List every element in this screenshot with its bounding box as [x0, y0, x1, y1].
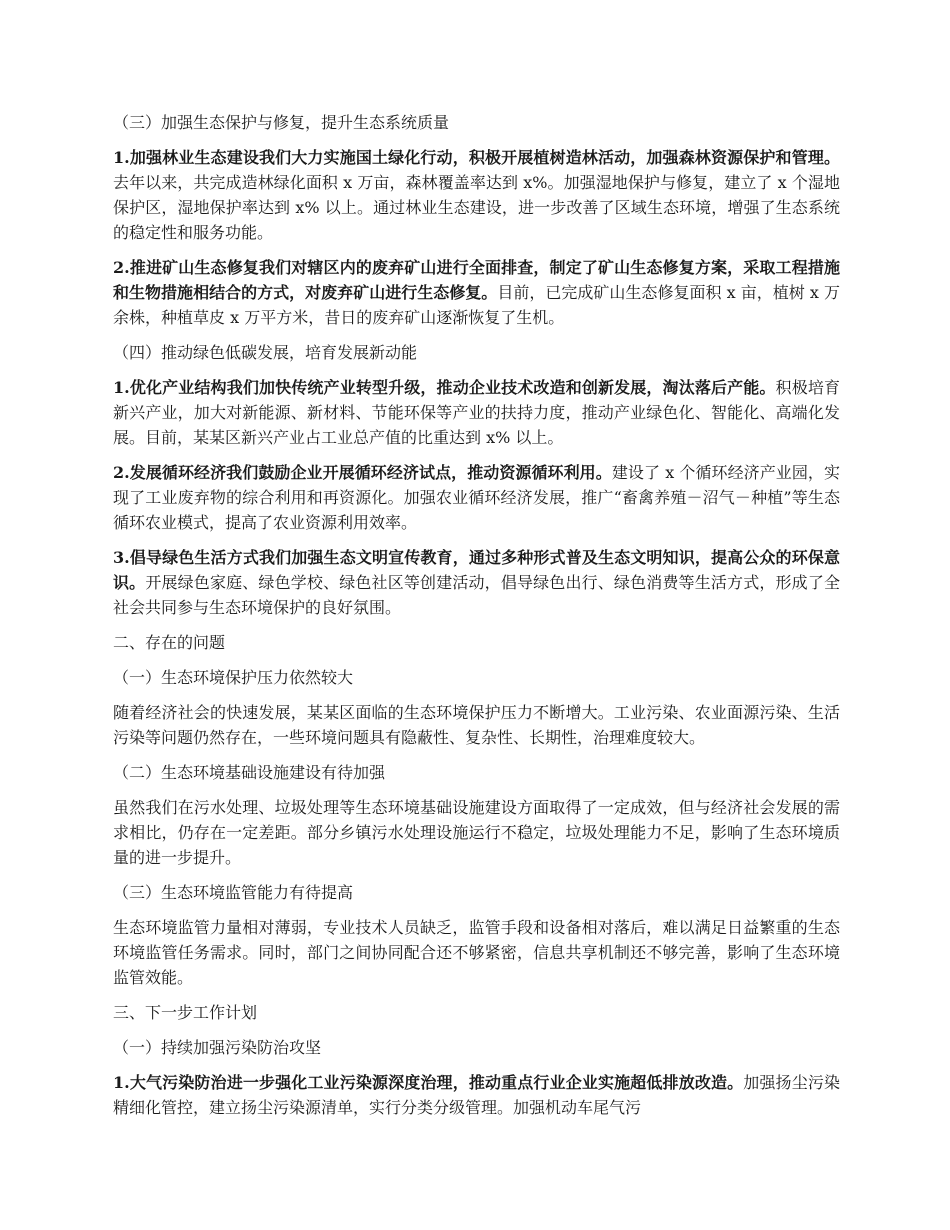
paragraph-green-lifestyle: [113, 545, 840, 620]
paragraph-infrastructure: [113, 795, 840, 870]
chapter-heading-problems: 二、存在的问题: [113, 633, 226, 652]
paragraph-body: 建设了 x 个循环经济产业园，实现了工业废弃物的综合利用和再资源化。加强农业循环经济发展，推广“畜禽养殖－沼气－种植”等生态循环农业模式，提高了农业资源利用效率。: [113, 463, 840, 532]
paragraph-air-pollution: [113, 1070, 840, 1120]
paragraph-lead: 1.加强林业生态建设我们大力实施国土绿化行动，积极开展植树造林活动，加强森林资源保护和管理。: [113, 148, 840, 167]
paragraph-supervision: [113, 915, 840, 990]
paragraph-body: 生态环境监管力量相对薄弱，专业技术人员缺乏，监管手段和设备相对落后，难以满足日益繁重的生态环境监管任务需求。同时，部门之间协同配合还不够紧密，信息共享机制还不够完善，影响了生态环境监管效能。: [113, 918, 840, 987]
section-heading-supervision: （三）生态环境监管能力有待提高: [113, 883, 354, 902]
section-heading-protection-pressure: （一）生态环境保护压力依然较大: [113, 668, 354, 687]
paragraph-body: 目前，已完成矿山生态修复面积 x 亩，植树 x 万余株，种植草皮 x 万平方米，昔日的废弃矿山逐渐恢复了生机。: [113, 283, 840, 327]
document-page: [113, 110, 840, 1130]
section-heading-pollution-control: （一）持续加强污染防治攻坚: [113, 1038, 322, 1057]
paragraph-body: 随着经济社会的快速发展，某某区面临的生态环境保护压力不断增大。工业污染、农业面源污染、生活污染等问题仍然存在，一些环境问题具有隐蔽性、复杂性、长期性，治理难度较大。: [113, 703, 840, 747]
paragraph-body: 加强扬尘污染精细化管控，建立扬尘污染源清单，实行分类分级管理。加强机动车尾气污: [113, 1073, 840, 1117]
paragraph-mine-restoration: [113, 255, 840, 330]
paragraph-lead: 2.推进矿山生态修复我们对辖区内的废弃矿山进行全面排查，制定了矿山生态修复方案，采取工程措施和生物措施相结合的方式，对废弃矿山进行生态修复。: [113, 258, 840, 302]
paragraph-body: 积极培育新兴产业，加大对新能源、新材料、节能环保等产业的扶持力度，推动产业绿色化、智能化、高端化发展。目前，某某区新兴产业占工业总产值的比重达到 x% 以上。: [113, 378, 840, 447]
paragraph-lead: 3.倡导绿色生活方式我们加强生态文明宣传教育，通过多种形式普及生态文明知识，提高公众的环保意识。: [113, 548, 840, 592]
paragraph-lead: 1.优化产业结构我们加快传统产业转型升级，推动企业技术改造和创新发展，淘汰落后产能。: [113, 378, 776, 397]
chapter-heading-next-steps: 三、下一步工作计划: [113, 1003, 258, 1022]
paragraph-circular-economy: [113, 460, 840, 535]
paragraph-body: 去年以来，共完成造林绿化面积 x 万亩，森林覆盖率达到 x%。加强湿地保护与修复，建立了 x 个湿地保护区，湿地保护率达到 x% 以上。通过林业生态建设，进一步改善了区域生态环境，增强了生态系统的稳定性和服务功能。: [113, 173, 840, 242]
paragraph-body: 开展绿色家庭、绿色学校、绿色社区等创建活动，倡导绿色出行、绿色消费等生活方式，形成了全社会共同参与生态环境保护的良好氛围。: [113, 573, 840, 617]
section-heading-ecological-protection: （三）加强生态保护与修复，提升生态系统质量: [113, 113, 450, 132]
section-heading-infrastructure: （二）生态环境基础设施建设有待加强: [113, 763, 386, 782]
paragraph-lead: 2.发展循环经济我们鼓励企业开展循环经济试点，推动资源循环利用。: [113, 463, 612, 482]
paragraph-body: 虽然我们在污水处理、垃圾处理等生态环境基础设施建设方面取得了一定成效，但与经济社会发展的需求相比，仍存在一定差距。部分乡镇污水处理设施运行不稳定，垃圾处理能力不足，影响了生态环境质量的进一步提升。: [113, 798, 840, 867]
paragraph-protection-pressure: [113, 700, 840, 750]
paragraph-industry-structure: [113, 375, 840, 450]
paragraph-lead: 1.大气污染防治进一步强化工业污染源深度治理，推动重点行业企业实施超低排放改造。: [113, 1073, 744, 1092]
section-heading-green-development: （四）推动绿色低碳发展，培育发展新动能: [113, 343, 418, 362]
paragraph-forestry: [113, 145, 840, 245]
